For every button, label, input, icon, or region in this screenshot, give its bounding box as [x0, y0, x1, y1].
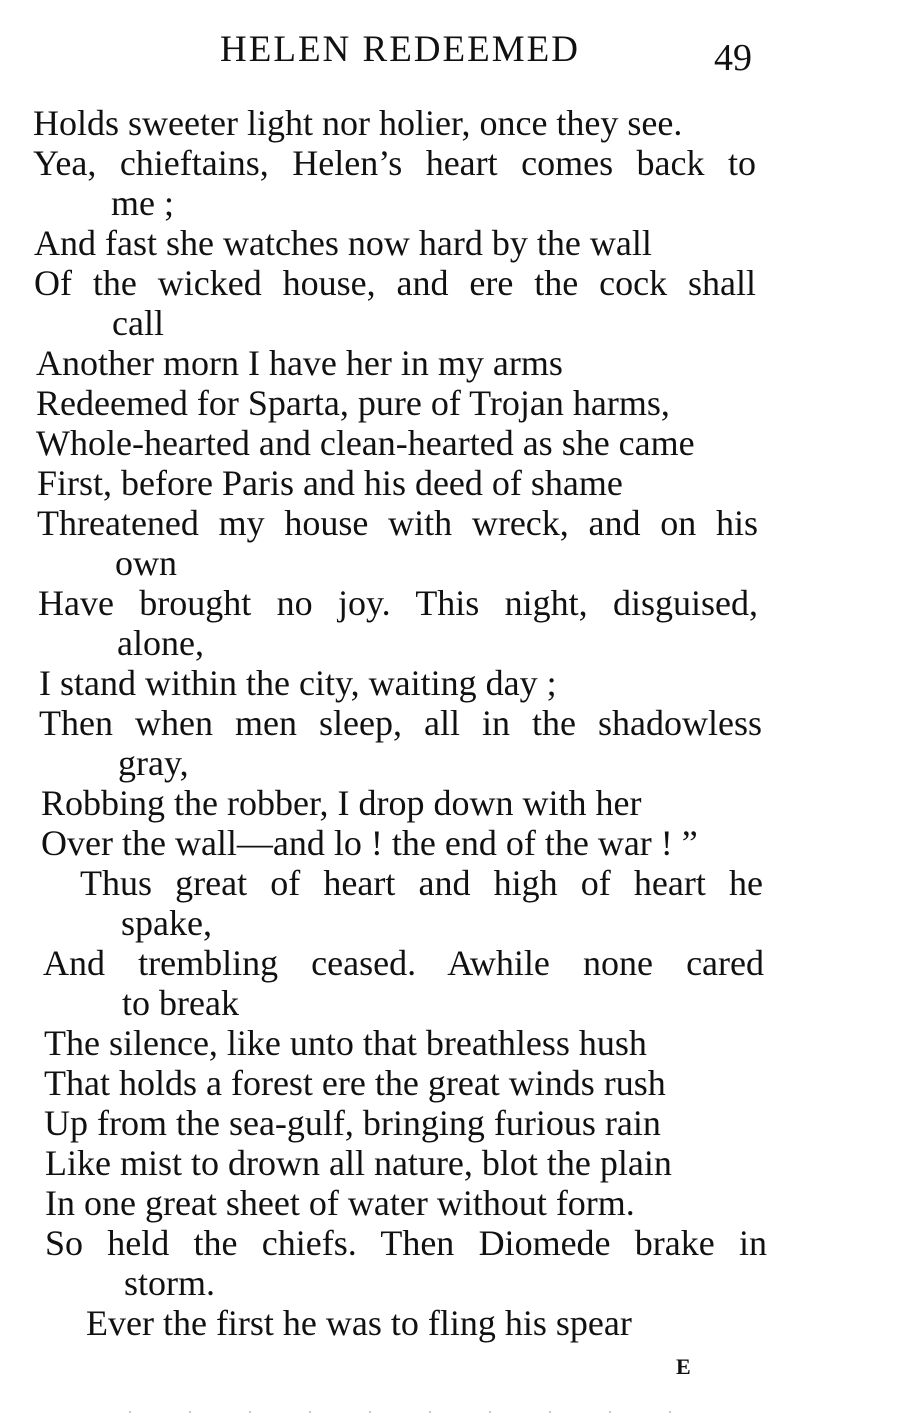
poem-line: storm. — [124, 1263, 216, 1303]
page-edge-specks — [100, 1410, 700, 1414]
poem-line: In one great sheet of water without form. — [45, 1183, 635, 1223]
poem-line: Yea, chieftains, Helen’s heart comes back to — [33, 143, 756, 183]
signature-mark: E — [676, 1354, 692, 1379]
poem-line: call — [112, 303, 164, 343]
page-number: 49 — [714, 37, 752, 79]
poem-line: Whole-hearted and clean-hearted as she came — [36, 423, 695, 463]
poem-line: Like mist to drown all nature, blot the plain — [45, 1143, 672, 1183]
poem-line: Another morn I have her in my arms — [36, 343, 563, 383]
poem-line: Then when men sleep, all in the shadowless — [39, 703, 762, 743]
poem-line: Have brought no joy. This night, disguised, — [38, 583, 758, 623]
poem-line: First, before Paris and his deed of shame — [37, 463, 623, 503]
poem-line: The silence, like unto that breathless hush — [44, 1023, 647, 1063]
poem-line: me ; — [111, 183, 174, 223]
poem-line: alone, — [117, 623, 204, 663]
poem-line: I stand within the city, waiting day ; — [39, 663, 557, 703]
poem-line: Threatened my house with wreck, and on his — [37, 503, 758, 543]
poem-line: Up from the sea-gulf, bringing furious rain — [44, 1103, 661, 1143]
poem-line: So held the chiefs. Then Diomede brake in — [45, 1223, 767, 1263]
poem-line: Over the wall—and lo ! the end of the war ! ” — [41, 823, 698, 863]
poem-line: spake, — [121, 903, 212, 943]
poem-line: Robbing the robber, I drop down with her — [41, 783, 642, 823]
poem-line: own — [115, 543, 177, 583]
poem-line: And fast she watches now hard by the wall — [34, 223, 652, 263]
poem-line: Thus great of heart and high of heart he — [80, 863, 763, 903]
poem-line: Redeemed for Sparta, pure of Trojan harms, — [36, 383, 670, 423]
poem-line: That holds a forest ere the great winds rush — [44, 1063, 666, 1103]
poem-line: gray, — [118, 743, 189, 783]
poem-line: Holds sweeter light nor holier, once they see. — [33, 103, 683, 143]
poem-line: And trembling ceased. Awhile none cared — [43, 943, 764, 983]
running-title: HELEN REDEEMED — [220, 29, 580, 70]
poem-line: to break — [122, 983, 239, 1023]
poem-line: Of the wicked house, and ere the cock shall — [34, 263, 756, 303]
poem-line: Ever the first he was to fling his spear — [86, 1303, 632, 1343]
